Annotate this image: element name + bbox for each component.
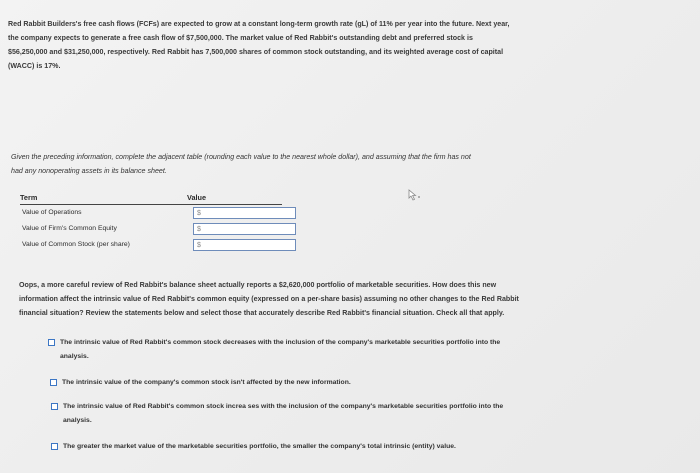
- row-label-stock-per-share: Value of Common Stock (per share): [22, 241, 130, 248]
- mouse-cursor-icon: [408, 189, 422, 204]
- table-row: [20, 237, 282, 253]
- common-equity-input[interactable]: [193, 223, 296, 235]
- row-label-value-of-operations: Value of Operations: [22, 209, 82, 216]
- option-text: The intrinsic value of Red Rabbit's common stock increa ses with the inclusion of the company's marketable securities portfolio into the: [63, 403, 504, 410]
- currency-prefix: $: [197, 242, 201, 249]
- follow-up-line-1: Oops, a more careful review of Red Rabbit's balance sheet actually reports a $2,620,000 portfolio of marketable securities. How does this new: [19, 281, 497, 289]
- table-header: [20, 191, 282, 205]
- value-of-operations-input[interactable]: [193, 207, 296, 219]
- problem-line-4: (WACC) is 17%.: [8, 62, 61, 70]
- problem-line-3: $56,250,000 and $31,250,000, respectively. Red Rabbit has 7,500,000 shares of common stock outstanding, and its weighted average cost of capital: [8, 48, 504, 56]
- valuation-table: [20, 191, 282, 253]
- follow-up-line-2: information affect the intrinsic value of Red Rabbit's common equity (expressed on a per-share basis) assuming no other changes to the Red Rabbit: [19, 295, 519, 303]
- stock-per-share-input[interactable]: [193, 239, 296, 251]
- option-text: The greater the market value of the marketable securities portfolio, the smaller the company's total intrinsic (entity) value.: [63, 443, 456, 450]
- table-row: [20, 205, 282, 221]
- checkbox-icon[interactable]: [50, 379, 57, 386]
- checkbox-icon[interactable]: [48, 339, 55, 346]
- instructions-line-2: had any nonoperating assets in its balance sheet.: [11, 167, 167, 175]
- option-text: The intrinsic value of the company's common stock isn't affected by the new information.: [62, 379, 351, 386]
- instructions-line-1: Given the preceding information, complete the adjacent table (rounding each value to the nearest whole dollar), and assuming that the firm has not: [11, 153, 471, 161]
- currency-prefix: $: [197, 226, 201, 233]
- follow-up-question: [19, 278, 669, 320]
- instructions: [11, 150, 671, 178]
- problem-statement: [8, 17, 688, 73]
- follow-up-line-3: financial situation? Review the statements below and select those that accurately describe Red Rabbit's financial situation. Check all that apply.: [19, 309, 505, 317]
- checkbox-icon[interactable]: [51, 403, 58, 410]
- row-label-common-equity: Value of Firm's Common Equity: [22, 225, 117, 232]
- option-text-continued: analysis.: [60, 353, 89, 360]
- problem-line-2: the company expects to generate a free cash flow of $7,500,000. The market value of Red Rabbit's outstanding debt and preferred stock is: [8, 34, 473, 42]
- header-term: Term: [20, 193, 38, 202]
- option-text-continued: analysis.: [63, 417, 92, 424]
- checkbox-icon[interactable]: [51, 443, 58, 450]
- table-row: [20, 221, 282, 237]
- option-text: The intrinsic value of Red Rabbit's common stock decreases with the inclusion of the company's marketable securities portfolio into the: [60, 339, 501, 346]
- problem-line-1: Red Rabbit Builders's free cash flows (FCFs) are expected to grow at a constant long-term growth rate (gL) of 11% per year into the future. Next year,: [8, 20, 510, 28]
- header-value: Value: [187, 193, 207, 202]
- currency-prefix: $: [197, 210, 201, 217]
